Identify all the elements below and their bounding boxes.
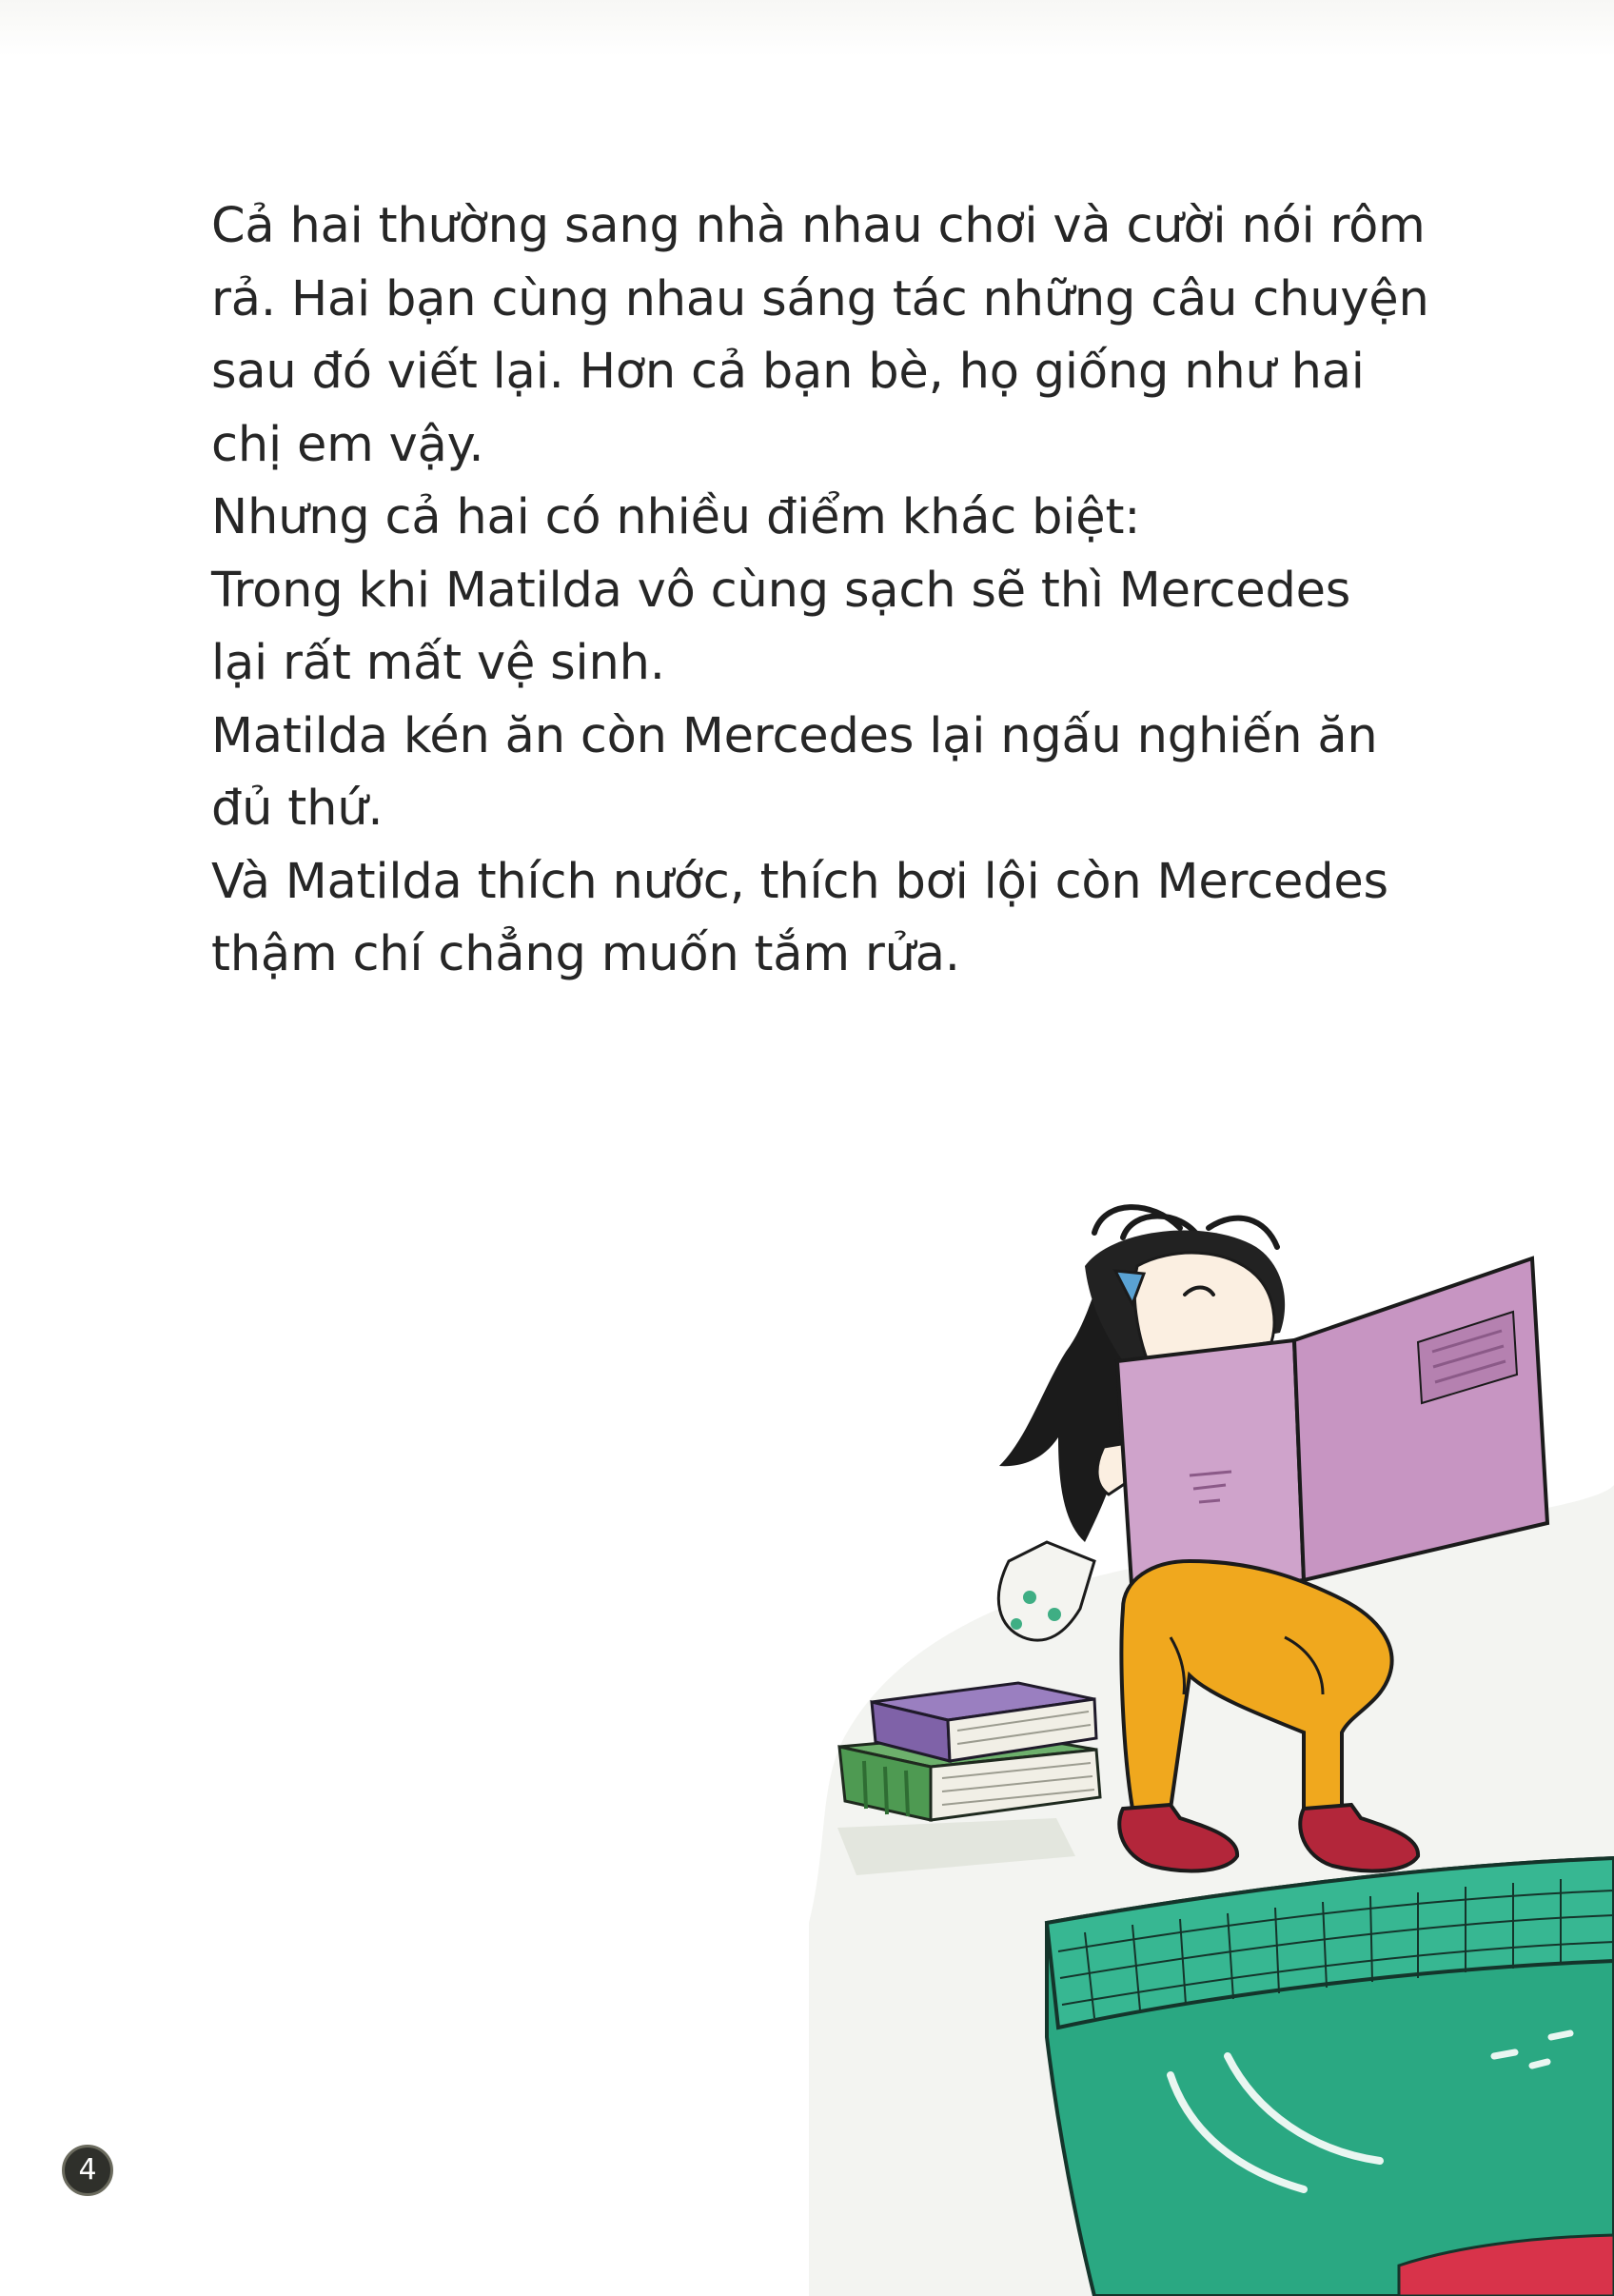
sleeve-dot <box>1011 1618 1022 1630</box>
story-line-5: Nhưng cả hai có nhiều điểm khác biệt: <box>211 489 1141 545</box>
story-line-9: đủ thứ. <box>211 781 384 837</box>
sleeve-dot <box>1048 1608 1061 1621</box>
story-paragraph <box>211 190 1448 992</box>
story-line-11: thậm chí chẳng muốn tắm rửa. <box>211 926 960 982</box>
story-line-8: Matilda kén ăn còn Mercedes lại ngấu nghiến ăn <box>211 707 1378 764</box>
story-line-1: Cả hai thường sang nhà nhau chơi và cười nói rôm <box>211 198 1426 254</box>
girl-reading-illustration <box>809 1199 1614 2296</box>
story-line-7: lại rất mất vệ sinh. <box>211 635 665 691</box>
story-line-10: Và Matilda thích nước, thích bơi lội còn Mercedes <box>211 853 1388 910</box>
story-line-4: chị em vậy. <box>211 416 484 473</box>
sleeve-dot <box>1023 1591 1036 1604</box>
story-line-2: rả. Hai bạn cùng nhau sáng tác những câu chuyện <box>211 270 1429 327</box>
cushion <box>1047 1858 1614 2296</box>
story-line-6: Trong khi Matilda vô cùng sạch sẽ thì Mercedes <box>211 562 1351 619</box>
book-stack <box>837 1683 1100 1875</box>
page-number-badge: 4 <box>62 2145 113 2196</box>
open-book-right-cover <box>1294 1258 1547 1580</box>
story-line-3: sau đó viết lại. Hơn cả bạn bè, họ giống như hai <box>211 344 1365 400</box>
